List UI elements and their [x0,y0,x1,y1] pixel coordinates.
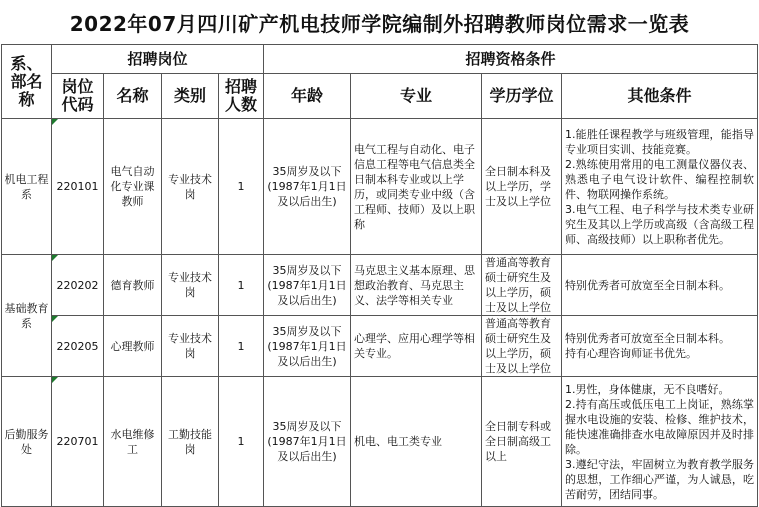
header-code: 岗位代码 [52,74,104,119]
condition-line: 持有心理咨询师证书优先。 [565,347,698,360]
table-row [2,377,758,507]
cell-name: 德育教师 [104,255,162,316]
header-count: 招聘人数 [219,74,264,119]
cell-education: 普通高等教育硕士研究生及以上学历，硕士及以上学位 [482,316,562,377]
header-dept: 系、部名称 [2,45,52,119]
cell-major: 马克思主义基本原理、思想政治教育、马克思主义、法学等相关专业 [351,255,482,316]
cell-code: 220101 [52,119,104,255]
table-row [2,255,758,316]
condition-line: 1.能胜任课程教学与班级管理，能指导专业项目实训、技能竞赛。 [565,127,755,156]
cell-dept: 后勤服务处 [2,377,52,507]
header-major: 专业 [351,74,482,119]
cell-age: 35周岁及以下(1987年1月1日及以后出生) [264,255,351,316]
cell-name: 水电维修工 [104,377,162,507]
cell-education: 普通高等教育硕士研究生及以上学历，硕士及以上学位 [482,255,562,316]
cell-education: 全日制专科或全日制高级工以上 [482,377,562,507]
cell-age: 35周岁及以下(1987年1月1日及以后出生) [264,119,351,255]
cell-count: 1 [219,316,264,377]
condition-line: 特别优秀者可放宽至全日制本科。 [565,332,731,345]
cell-count: 1 [219,255,264,316]
cell-age: 35周岁及以下(1987年1月1日及以后出生) [264,316,351,377]
condition-line: 1.男性，身体健康，无不良嗜好。 [565,382,730,396]
header-other: 其他条件 [562,74,758,119]
cell-major: 机电、电工类专业 [351,377,482,507]
cell-major: 电气工程与自动化、电子信息工程等电气信息类全日制本科专业或以上学历，或同类专业中级（含工程师、技师）及以上职称 [351,119,482,255]
table-row [2,119,758,255]
cell-major: 心理学、应用心理学等相关专业。 [351,316,482,377]
table-row [2,316,758,377]
header-category: 类别 [162,74,219,119]
cell-category: 专业技术岗 [162,316,219,377]
cell-code: 220701 [52,377,104,507]
cell-count: 1 [219,119,264,255]
header-age: 年龄 [264,74,351,119]
cell-other [562,316,758,377]
header-row-2 [2,74,758,119]
header-group-position: 招聘岗位 [52,45,264,74]
cell-other [562,255,758,316]
cell-category: 工勤技能岗 [162,377,219,507]
cell-code: 220205 [52,316,104,377]
header-education: 学历学位 [482,74,562,119]
cell-other [562,119,758,255]
condition-line: 3.遵纪守法，牢固树立为教育教学服务的思想，工作细心严谨，为人诚恳，吃苦耐劳，团结同事。 [565,457,755,501]
cell-count: 1 [219,377,264,507]
cell-name: 心理教师 [104,316,162,377]
cell-code: 220202 [52,255,104,316]
cell-category: 专业技术岗 [162,119,219,255]
cell-education: 全日制本科及以上学历，学士及以上学位 [482,119,562,255]
header-name: 名称 [104,74,162,119]
cell-age: 35周岁及以下(1987年1月1日及以后出生) [264,377,351,507]
page-title: 2022年07月四川矿产机电技师学院编制外招聘教师岗位需求一览表 [69,11,690,36]
header-group-requirements: 招聘资格条件 [264,45,758,74]
cell-dept: 基础教育系 [2,255,52,377]
condition-line: 3.电气工程、电子科学与技术类专业研究生及其以上学历或高级（含高级工程师、高级技师）以上职称者优先。 [565,202,755,246]
condition-line: 2.持有高压或低压电工上岗证，熟练掌握水电设施的安装、检修、维护技术，能快速准确排查水电故障原因并及时排除。 [565,397,755,456]
condition-line: 2.熟练使用常用的电工测量仪器仪表、熟悉电子电气设计软件、编程控制软件、物联网操作系统。 [565,157,755,201]
cell-other [562,377,758,507]
recruitment-table [1,44,758,507]
condition-line: 特别优秀者可放宽至全日制本科。 [565,278,731,292]
cell-name: 电气自动化专业课教师 [104,119,162,255]
cell-dept: 机电工程系 [2,119,52,255]
cell-category: 专业技术岗 [162,255,219,316]
header-row-1 [2,45,758,74]
